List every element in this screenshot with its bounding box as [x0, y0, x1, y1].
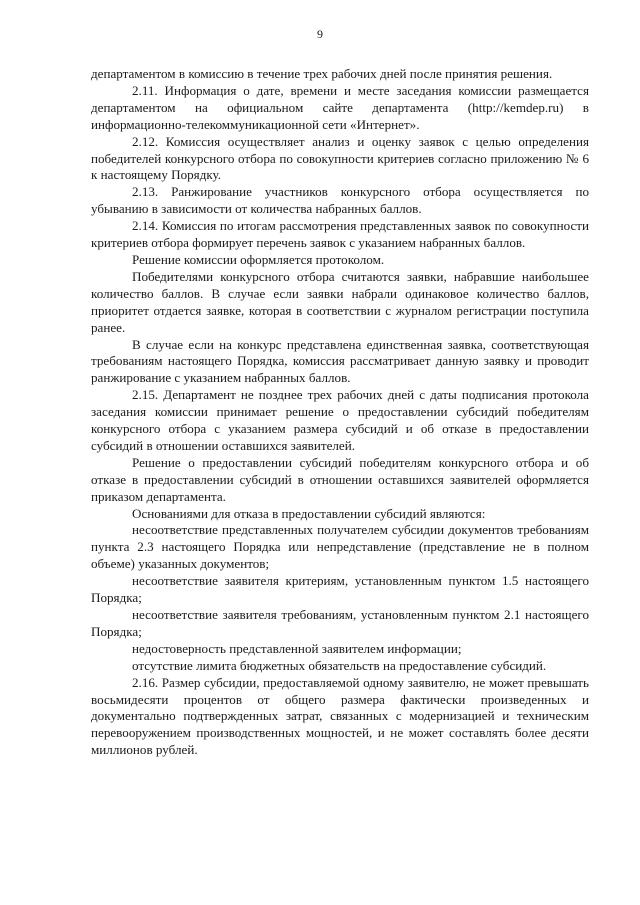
paragraph-single-application: В случае если на конкурс представлена единственная заявка, соответствующая требованиям настоящего Порядка, комиссия рассматривает данную заявку и проводит ранжирование с указанием набранных баллов.: [91, 336, 589, 386]
page-number: 9: [317, 27, 323, 41]
paragraph-order-decision: Решение о предоставлении субсидий победителям конкурсного отбора и об отказе в предоставлении субсидий в отношении оставшихся заявителей оформляется приказом департамента.: [91, 454, 589, 504]
paragraph-winners: Победителями конкурсного отбора считаются заявки, набравшие наибольшее количество баллов. В случае если заявки набрали одинаковое количество баллов, приоритет отдается заявке, которая в соответствии с журналом регистрации поступила ранее.: [91, 268, 589, 335]
paragraph-2-11: 2.11. Информация о дате, времени и месте заседания комиссии размещается департаментом на официальном сайте департамента (http://kemdep.ru) в информационно-телекоммуникационной сети «Интернет».: [91, 82, 589, 132]
paragraph-2-16: 2.16. Размер субсидии, предоставляемой одному заявителю, не может превышать восьмидесяти процентов от общего размера фактически произведенных и документально подтвержденных затрат, связанных с модернизацией и техническим перевооружением производственных мощностей, и не может составлять более десяти миллионов рублей.: [91, 674, 589, 758]
paragraph-2-13: 2.13. Ранжирование участников конкурсного отбора осуществляется по убыванию в зависимости от количества набранных баллов.: [91, 184, 589, 217]
paragraph-2-12: 2.12. Комиссия осуществляет анализ и оценку заявок с целью определения победителей конкурсного отбора по совокупности критериев согласно приложению № 6 к настоящему Порядку.: [91, 133, 589, 183]
paragraph-refusal-no-limit: отсутствие лимита бюджетных обязательств на предоставление субсидий.: [132, 657, 547, 673]
paragraph-refusal-criteria: несоответствие заявителя критериям, установленным пунктом 1.5 настоящего Порядка;: [91, 573, 589, 606]
paragraph-continuation: департаментом в комиссию в течение трех рабочих дней после принятия решения.: [91, 66, 553, 81]
paragraph-refusal-requirements: несоответствие заявителя требованиям, установленным пунктом 2.1 настоящего Порядка;: [91, 607, 589, 639]
paragraph-2-15: 2.15. Департамент не позднее трех рабочих дней с даты подписания протокола заседания комиссии принимает решение о предоставлении субсидий победителям конкурсного отбора с указанием размера субсидий и об отказе в предоставлении субсидий в отношении оставшихся заявителей.: [91, 387, 589, 453]
paragraph-refusal-documents: несоответствие представленных получателем субсидии документов требованиям пункта 2.3 настоящего Порядка или непредставление (представление не в полном объеме) указанных документов;: [91, 522, 589, 572]
paragraph-refusal-grounds: Основаниями для отказа в предоставлении субсидий являются:: [132, 505, 486, 521]
document-body: [91, 66, 589, 759]
paragraph-2-14: 2.14. Комиссия по итогам рассмотрения представленных заявок по совокупности критериев отбора формирует перечень заявок с указанием набранных баллов.: [91, 218, 589, 251]
paragraph-protocol-decision: Решение комиссии оформляется протоколом.: [132, 251, 385, 267]
paragraph-refusal-unreliable: недостоверность представленной заявителем информации;: [132, 640, 462, 656]
